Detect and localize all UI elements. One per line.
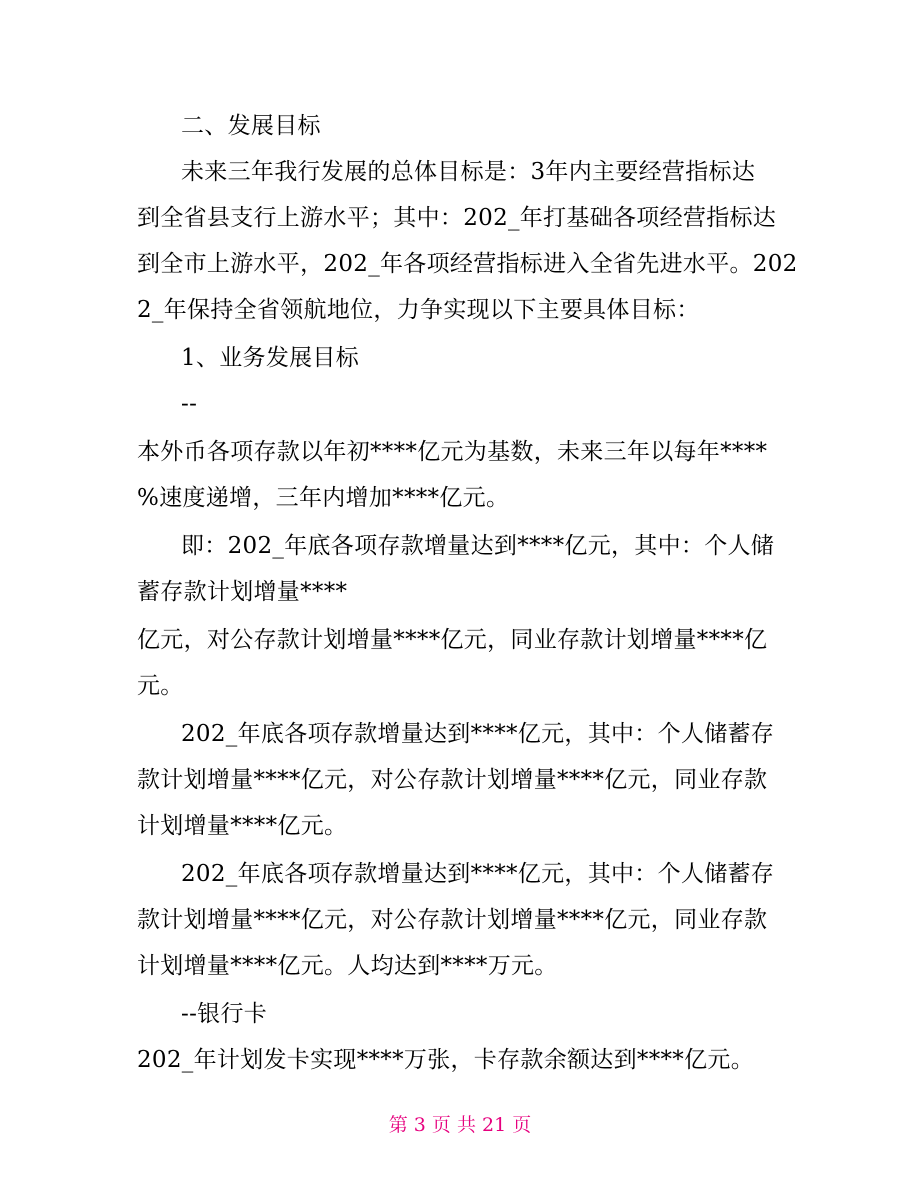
paragraph-line: %速度递增，三年内增加****亿元。: [137, 485, 510, 511]
paragraph-line: 款计划增量****亿元，对公存款计划增量****亿元，同业存款: [137, 767, 768, 793]
paragraph-line: 蓄存款计划增量****: [137, 579, 348, 605]
paragraph-line: 到全市上游水平，202_年各项经营指标进入全省先进水平。202: [137, 251, 798, 277]
paragraph-line: 即：202_年底各项存款增量达到****亿元，其中：个人储: [181, 533, 775, 559]
paragraph-line: 本外币各项存款以年初****亿元为基数，未来三年以每年****: [137, 439, 768, 465]
page-number-footer: 第 3 页 共 21 页: [388, 1114, 532, 1136]
paragraph-line: 款计划增量****亿元，对公存款计划增量****亿元，同业存款: [137, 907, 768, 933]
paragraph-line: 202_年底各项存款增量达到****亿元，其中：个人储蓄存: [181, 861, 775, 887]
paragraph-line: 到全省县支行上游水平；其中：202_年打基础各项经营指标达: [137, 205, 777, 231]
paragraph-line: 2_年保持全省领航地位，力争实现以下主要具体目标：: [137, 297, 700, 323]
paragraph-line: 计划增量****亿元。人均达到****万元。: [137, 953, 558, 979]
subsection-heading-bank-card: --银行卡: [181, 1001, 268, 1027]
section-heading: 二、发展目标: [181, 113, 321, 139]
paragraph-line: 亿元，对公存款计划增量****亿元，同业存款计划增量****亿: [137, 627, 768, 653]
paragraph-line: 202_年底各项存款增量达到****亿元，其中：个人储蓄存: [181, 721, 775, 747]
dash-marker: --: [181, 391, 198, 417]
paragraph-line: 202_年计划发卡实现****万张，卡存款余额达到****亿元。: [137, 1047, 754, 1073]
subsection-heading: 1、业务发展目标: [181, 345, 360, 371]
paragraph-line: 未来三年我行发展的总体目标是：3年内主要经营指标达: [181, 159, 756, 185]
paragraph-line: 元。: [137, 673, 184, 699]
paragraph-line: 计划增量****亿元。: [137, 813, 348, 839]
